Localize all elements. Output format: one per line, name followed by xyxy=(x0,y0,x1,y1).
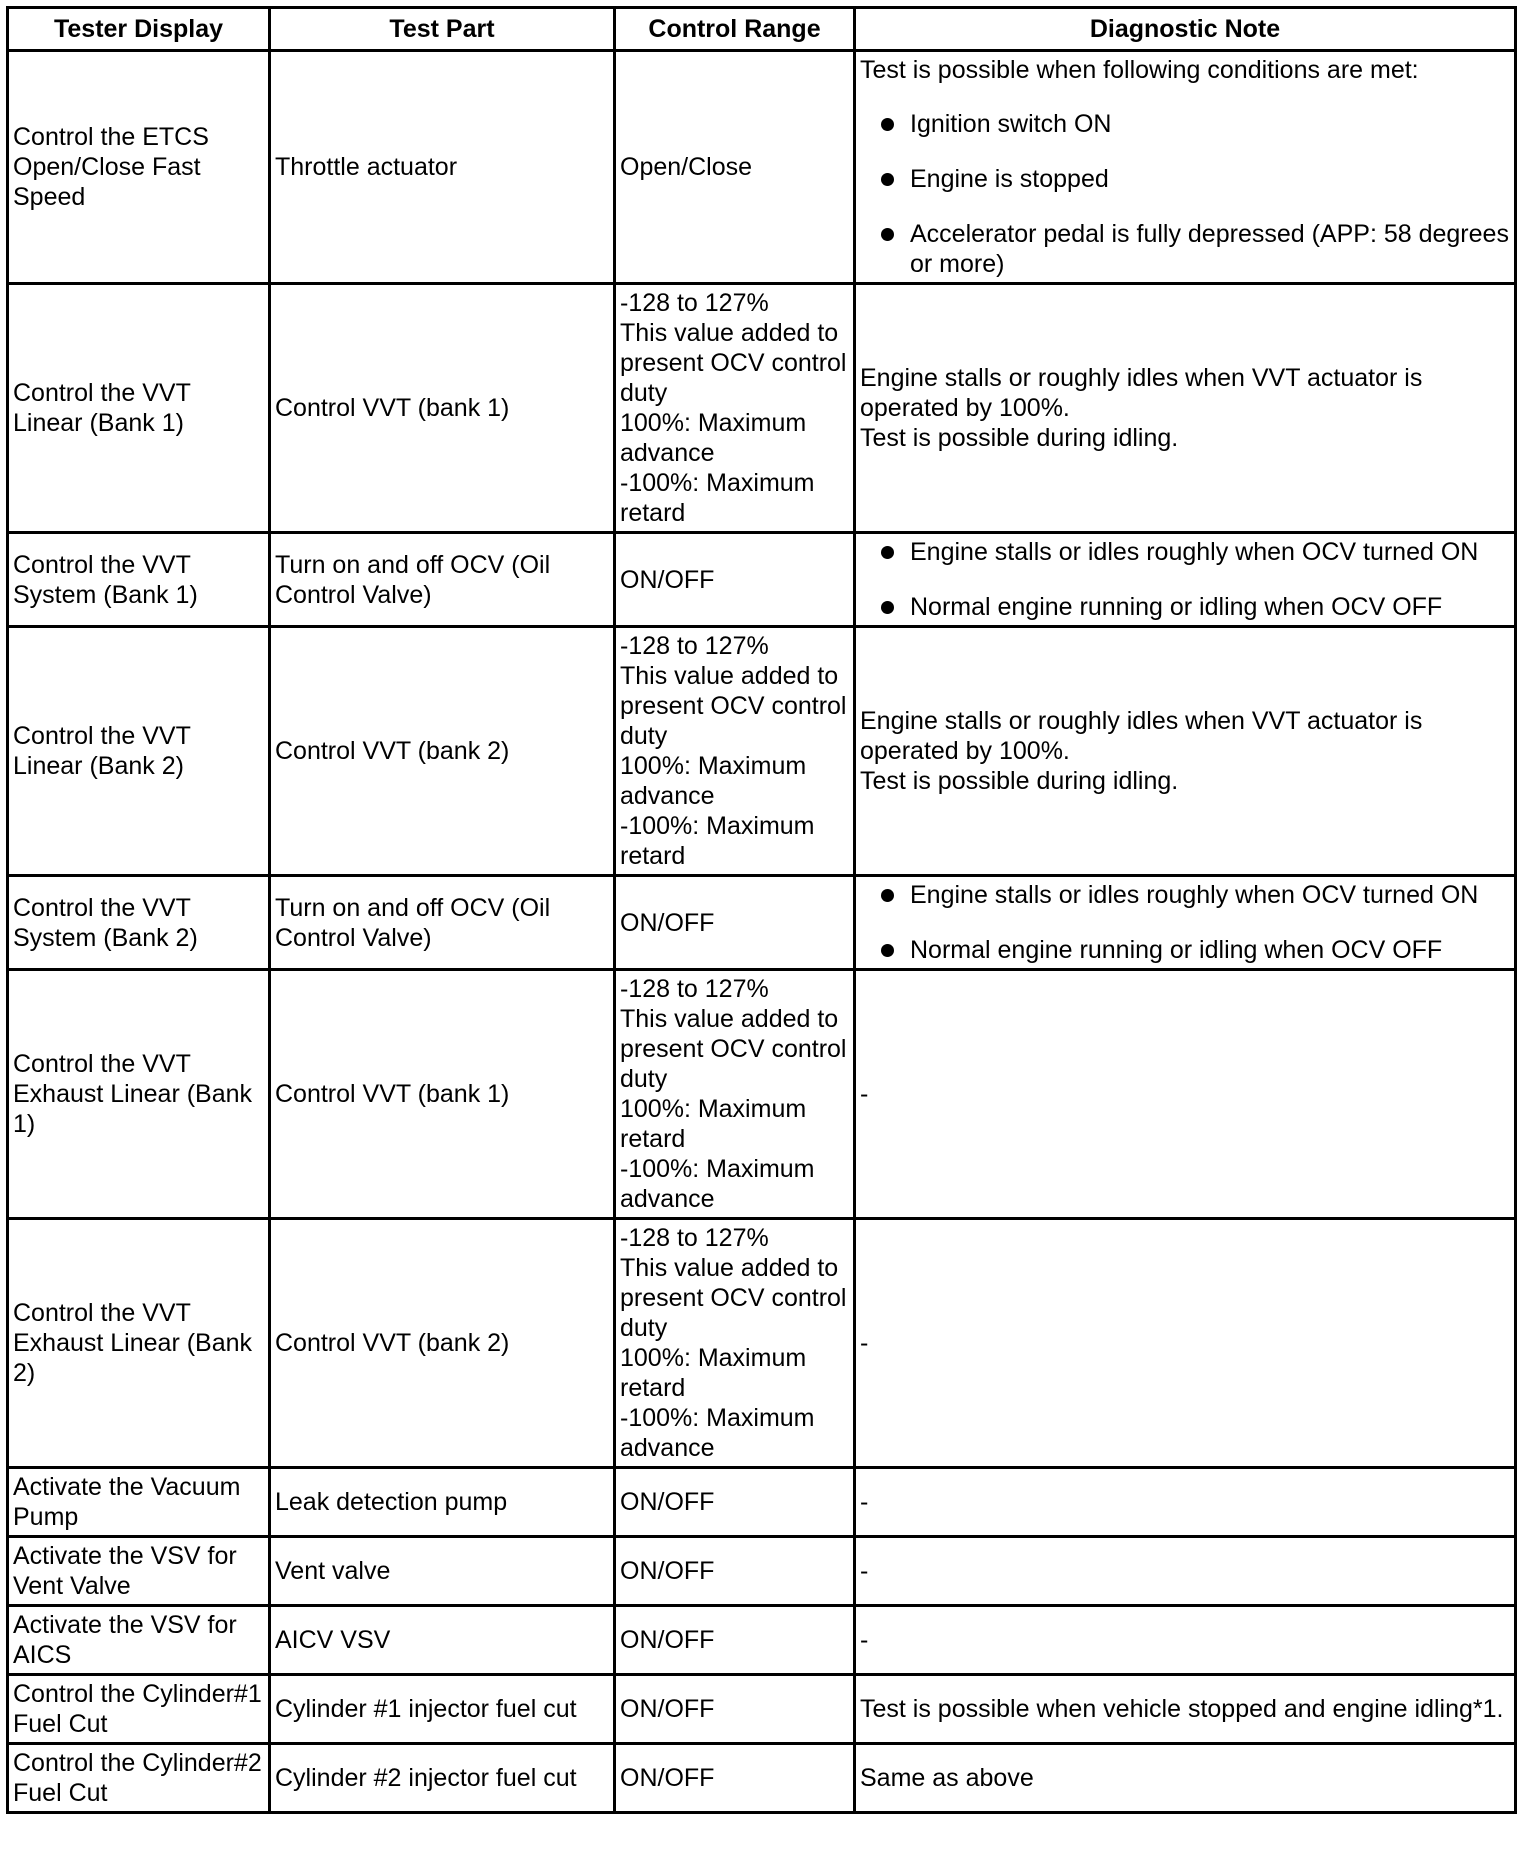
note-bullet-list xyxy=(860,880,1510,965)
test-part-cell: Turn on and off OCV (Oil Control Valve) xyxy=(270,876,615,970)
note-bullet: Engine stalls or idles roughly when OCV turned ON xyxy=(860,880,1510,910)
table-row xyxy=(8,1606,1516,1675)
diagnostic-note-cell xyxy=(855,1606,1516,1675)
header-diagnostic-note: Diagnostic Note xyxy=(855,8,1516,51)
control-range-cell xyxy=(615,1219,855,1468)
note-line: - xyxy=(860,1329,869,1357)
control-range-line: ON/OFF xyxy=(620,908,715,937)
note-bullet-list xyxy=(860,537,1510,622)
note-line: Engine stalls or roughly idles when VVT actuator is operated by 100%. xyxy=(860,364,1423,422)
table-row xyxy=(8,1675,1516,1744)
control-range-line: -100%: Maximum retard xyxy=(620,469,815,527)
control-range-line: -128 to 127% xyxy=(620,632,769,660)
test-part-cell: Cylinder #2 injector fuel cut xyxy=(270,1744,615,1813)
diagnostic-note-cell xyxy=(855,284,1516,533)
control-range-cell xyxy=(615,51,855,284)
diagnostic-note-cell xyxy=(855,1468,1516,1537)
tester-display-cell: Control the VVT Linear (Bank 2) xyxy=(8,627,270,876)
diagnostic-note-cell xyxy=(855,1537,1516,1606)
control-range-cell xyxy=(615,533,855,627)
control-range-line: This value added to present OCV control duty xyxy=(620,1254,847,1342)
table-row xyxy=(8,876,1516,970)
tester-display-cell: Control the Cylinder#2 Fuel Cut xyxy=(8,1744,270,1813)
test-part-cell: Turn on and off OCV (Oil Control Valve) xyxy=(270,533,615,627)
table-row xyxy=(8,533,1516,627)
control-range-line: -100%: Maximum retard xyxy=(620,812,815,870)
control-range-line: ON/OFF xyxy=(620,1626,715,1654)
table-row xyxy=(8,970,1516,1219)
tester-display-cell: Control the VVT Exhaust Linear (Bank 1) xyxy=(8,970,270,1219)
table-row xyxy=(8,284,1516,533)
control-range-line: 100%: Maximum advance xyxy=(620,409,807,467)
diagnostic-note-cell xyxy=(855,1675,1516,1744)
tester-display-cell: Control the VVT System (Bank 2) xyxy=(8,876,270,970)
diagnostic-note-cell xyxy=(855,51,1516,284)
note-bullet: Normal engine running or idling when OCV OFF xyxy=(860,592,1510,622)
note-bullet: Accelerator pedal is fully depressed (APP: 58 degrees or more) xyxy=(860,219,1510,279)
test-part-cell: Throttle actuator xyxy=(270,51,615,284)
control-range-line: This value added to present OCV control duty xyxy=(620,1005,847,1093)
control-range-cell xyxy=(615,970,855,1219)
control-range-cell xyxy=(615,1606,855,1675)
header-row xyxy=(8,8,1516,51)
control-range-cell xyxy=(615,284,855,533)
test-part-cell: Control VVT (bank 2) xyxy=(270,627,615,876)
table-row xyxy=(8,1219,1516,1468)
diagnostic-note-cell xyxy=(855,970,1516,1219)
diagnostic-note-cell xyxy=(855,1744,1516,1813)
control-range-cell xyxy=(615,1675,855,1744)
control-range-line: -100%: Maximum advance xyxy=(620,1155,815,1213)
table-row xyxy=(8,1468,1516,1537)
tester-display-cell: Control the VVT Exhaust Linear (Bank 2) xyxy=(8,1219,270,1468)
note-line: - xyxy=(860,1080,869,1108)
tester-display-cell: Control the VVT Linear (Bank 1) xyxy=(8,284,270,533)
note-bullet: Engine stalls or idles roughly when OCV turned ON xyxy=(860,537,1510,567)
note-intro: Test is possible when following conditions are met: xyxy=(860,56,1419,84)
control-range-line: -128 to 127% xyxy=(620,1224,769,1252)
test-part-cell: Control VVT (bank 1) xyxy=(270,284,615,533)
diagnostic-note-cell xyxy=(855,876,1516,970)
diagnostic-note-cell xyxy=(855,1219,1516,1468)
test-part-cell: AICV VSV xyxy=(270,1606,615,1675)
table-row xyxy=(8,1537,1516,1606)
control-range-line: This value added to present OCV control duty xyxy=(620,319,847,407)
test-part-cell: Control VVT (bank 2) xyxy=(270,1219,615,1468)
control-range-cell xyxy=(615,1744,855,1813)
note-bullet: Engine is stopped xyxy=(860,164,1510,194)
control-range-line: ON/OFF xyxy=(620,1557,715,1585)
control-range-line: Open/Close xyxy=(620,153,753,181)
table-row xyxy=(8,1744,1516,1813)
control-range-cell xyxy=(615,627,855,876)
tester-display-cell: Activate the VSV for AICS xyxy=(8,1606,270,1675)
note-bullet-list xyxy=(860,109,1510,279)
control-range-line: 100%: Maximum advance xyxy=(620,752,807,810)
test-part-cell: Cylinder #1 injector fuel cut xyxy=(270,1675,615,1744)
control-range-line: 100%: Maximum retard xyxy=(620,1344,807,1402)
control-range-cell xyxy=(615,1468,855,1537)
tester-display-cell: Control the Cylinder#1 Fuel Cut xyxy=(8,1675,270,1744)
control-range-line: ON/OFF xyxy=(620,1488,715,1516)
control-range-line: -128 to 127% xyxy=(620,975,769,1003)
diagnostic-note-cell xyxy=(855,627,1516,876)
control-range-line: ON/OFF xyxy=(620,565,715,594)
active-test-table xyxy=(6,6,1517,1814)
test-part-cell: Control VVT (bank 1) xyxy=(270,970,615,1219)
control-range-line: ON/OFF xyxy=(620,1764,715,1792)
table-row xyxy=(8,51,1516,284)
control-range-line: 100%: Maximum retard xyxy=(620,1095,807,1153)
control-range-cell xyxy=(615,1537,855,1606)
test-part-cell: Leak detection pump xyxy=(270,1468,615,1537)
control-range-line: -100%: Maximum advance xyxy=(620,1404,815,1462)
test-part-cell: Vent valve xyxy=(270,1537,615,1606)
note-line: Same as above xyxy=(860,1764,1034,1792)
note-bullet: Ignition switch ON xyxy=(860,109,1510,139)
tester-display-cell: Activate the VSV for Vent Valve xyxy=(8,1537,270,1606)
tester-display-cell: Control the ETCS Open/Close Fast Speed xyxy=(8,51,270,284)
note-line: Test is possible during idling. xyxy=(860,424,1179,452)
note-line: - xyxy=(860,1557,869,1585)
note-line: - xyxy=(860,1488,869,1516)
control-range-line: -128 to 127% xyxy=(620,289,769,317)
header-tester-display: Tester Display xyxy=(8,8,270,51)
diagnostic-note-cell xyxy=(855,533,1516,627)
note-line: Test is possible during idling. xyxy=(860,767,1179,795)
header-control-range: Control Range xyxy=(615,8,855,51)
note-line: Engine stalls or roughly idles when VVT actuator is operated by 100%. xyxy=(860,707,1423,765)
table-row xyxy=(8,627,1516,876)
note-line: Test is possible when vehicle stopped and engine idling*1. xyxy=(860,1695,1504,1723)
note-bullet: Normal engine running or idling when OCV OFF xyxy=(860,935,1510,965)
tester-display-cell: Control the VVT System (Bank 1) xyxy=(8,533,270,627)
control-range-line: This value added to present OCV control duty xyxy=(620,662,847,750)
control-range-line: ON/OFF xyxy=(620,1695,715,1723)
control-range-cell xyxy=(615,876,855,970)
tester-display-cell: Activate the Vacuum Pump xyxy=(8,1468,270,1537)
header-test-part: Test Part xyxy=(270,8,615,51)
note-line: - xyxy=(860,1626,869,1654)
